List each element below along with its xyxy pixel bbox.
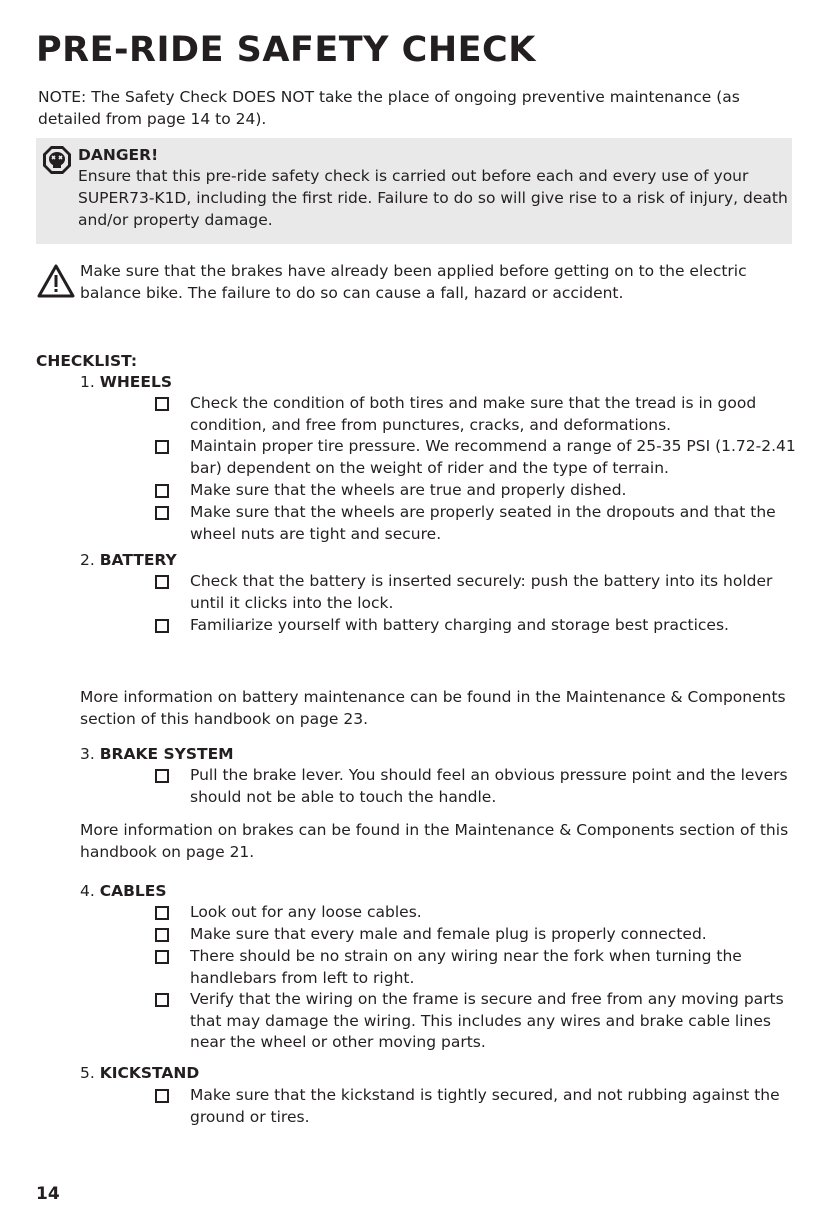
section-heading-kickstand: [80, 1062, 199, 1084]
brakes-info-text: More information on brakes can be found in the Maintenance & Components section of this handbook on page 21.: [80, 821, 789, 861]
checklist-item-text: Maintain proper tire pressure. We recommend a range of 25-35 PSI (1.72-2.41 bar) dependent on the weight of rider and the type of terrain.: [190, 437, 796, 477]
section-heading-brake-system: [80, 743, 234, 765]
checkbox-icon[interactable]: [155, 575, 169, 589]
battery-info-text: More information on battery maintenance can be found in the Maintenance & Components section of this handbook on page 23.: [80, 688, 786, 728]
page-title: PRE-RIDE SAFETY CHECK: [36, 30, 536, 70]
checklist-item-text: Familiarize yourself with battery charging and storage best practices.: [190, 616, 729, 634]
maintenance-note: NOTE: The Safety Check DOES NOT take the place of ongoing preventive maintenance (as detailed from page 14 to 24).: [38, 88, 740, 128]
checklist-item-text: Make sure that the kickstand is tightly secured, and not rubbing against the ground or tires.: [190, 1086, 780, 1126]
checklist-item-text: Make sure that the wheels are properly seated in the dropouts and that the wheel nuts are tight and secure.: [190, 503, 776, 543]
section-number: 4.: [80, 882, 95, 900]
checkbox-icon[interactable]: [155, 769, 169, 783]
checklist-item-text: Verify that the wiring on the frame is secure and free from any moving parts that may damage the wiring. This includes any wires and brake cable lines near the wheel or other moving parts.: [190, 990, 784, 1051]
brake-warning-text: Make sure that the brakes have already been applied before getting on to the electric balance bike. The failure to do so can cause a fall, hazard or accident.: [80, 262, 747, 302]
checklist-item-text: Look out for any loose cables.: [190, 903, 422, 921]
checklist-item-text: Check that the battery is inserted securely: push the battery into its holder until it clicks into the lock.: [190, 572, 773, 612]
danger-text: Ensure that this pre-ride safety check is carried out before each and every use of your SUPER73-K1D, including the first ride. Failure to do so will give rise to a risk of injury, death and/or property damage.: [78, 167, 788, 229]
section-heading-wheels: [80, 371, 172, 393]
section-heading-cables: [80, 880, 167, 902]
checklist-heading: CHECKLIST:: [36, 352, 138, 370]
section-name: BATTERY: [99, 551, 177, 569]
checklist-item-text: Make sure that the wheels are true and properly dished.: [190, 481, 627, 499]
section-name: CABLES: [99, 882, 167, 900]
section-number: 1.: [80, 373, 95, 391]
checkbox-icon[interactable]: [155, 906, 169, 920]
danger-skull-icon: [42, 145, 72, 175]
section-name: BRAKE SYSTEM: [99, 745, 234, 763]
section-heading-battery: [80, 549, 177, 571]
section-name: KICKSTAND: [99, 1064, 200, 1082]
checklist-item-text: Check the condition of both tires and make sure that the tread is in good condition, and free from punctures, cracks, and deformations.: [190, 394, 757, 434]
warning-triangle-icon: [37, 263, 75, 299]
checkbox-icon[interactable]: [155, 928, 169, 942]
checklist-item-text: Make sure that every male and female plug is properly connected.: [190, 925, 707, 943]
checkbox-icon[interactable]: [155, 484, 169, 498]
checkbox-icon[interactable]: [155, 950, 169, 964]
section-number: 2.: [80, 551, 95, 569]
checkbox-icon[interactable]: [155, 506, 169, 520]
danger-label: DANGER!: [78, 146, 159, 164]
checklist-item-text: Pull the brake lever. You should feel an obvious pressure point and the levers should not be able to touch the handle.: [190, 766, 788, 806]
checkbox-icon[interactable]: [155, 993, 169, 1007]
page-number: 14: [36, 1184, 60, 1204]
checkbox-icon[interactable]: [155, 1089, 169, 1103]
checklist-item-text: There should be no strain on any wiring near the fork when turning the handlebars from left to right.: [190, 947, 742, 987]
section-number: 3.: [80, 745, 95, 763]
checkbox-icon[interactable]: [155, 440, 169, 454]
checkbox-icon[interactable]: [155, 619, 169, 633]
danger-box: [36, 138, 792, 244]
section-name: WHEELS: [99, 373, 173, 391]
section-number: 5.: [80, 1064, 95, 1082]
checkbox-icon[interactable]: [155, 397, 169, 411]
